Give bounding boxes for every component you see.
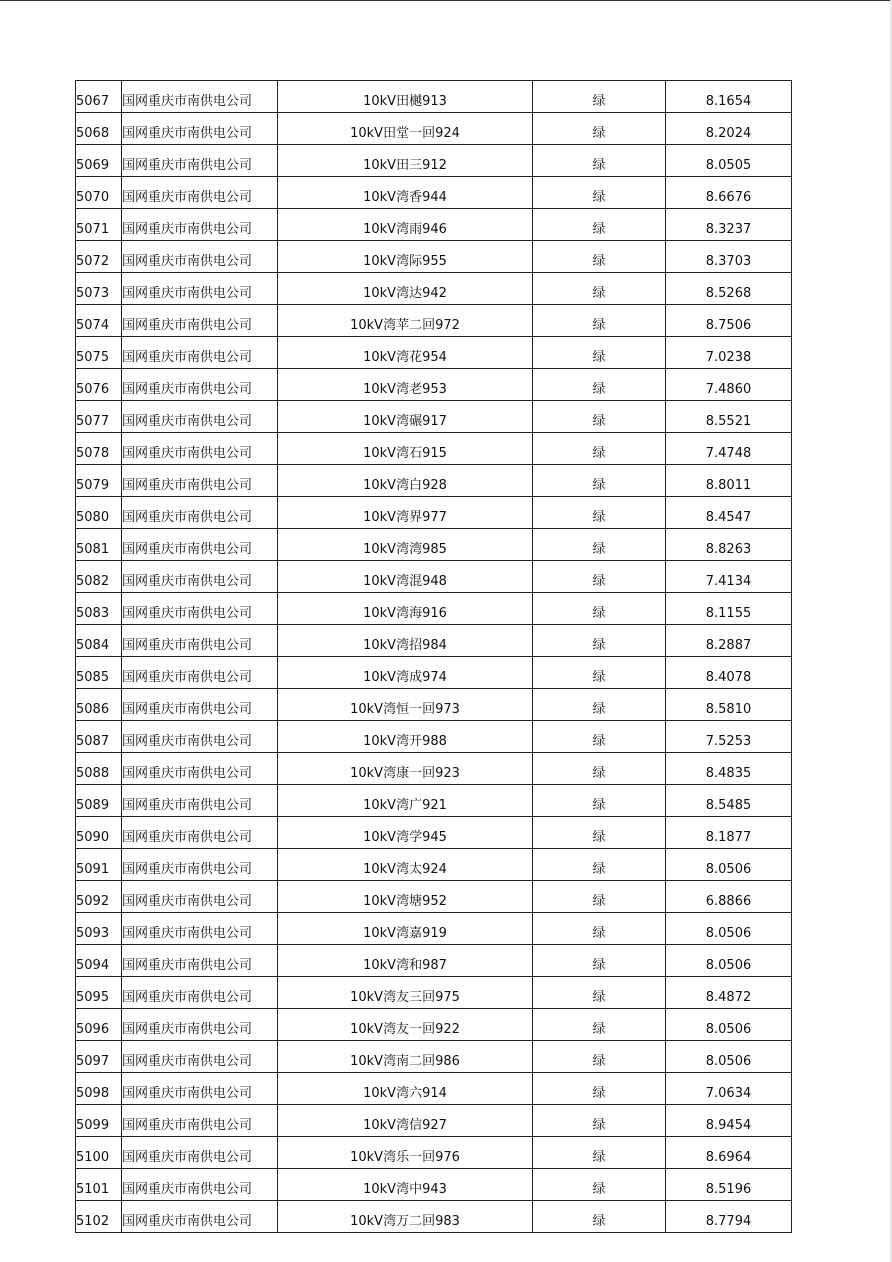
line-name-cell: 10kV湾海916 bbox=[278, 593, 533, 625]
line-name-cell: 10kV湾太924 bbox=[278, 849, 533, 881]
row-id-cell: 5091 bbox=[76, 849, 122, 881]
table-row bbox=[76, 305, 792, 337]
line-name-cell: 10kV湾雨946 bbox=[278, 209, 533, 241]
status-color-cell: 绿 bbox=[533, 849, 666, 881]
company-cell: 国网重庆市南供电公司 bbox=[122, 433, 278, 465]
company-cell: 国网重庆市南供电公司 bbox=[122, 1105, 278, 1137]
value-cell: 8.3237 bbox=[666, 209, 792, 241]
row-id-cell: 5076 bbox=[76, 369, 122, 401]
table-row bbox=[76, 369, 792, 401]
company-cell: 国网重庆市南供电公司 bbox=[122, 817, 278, 849]
table-row bbox=[76, 945, 792, 977]
status-color-cell: 绿 bbox=[533, 785, 666, 817]
company-cell: 国网重庆市南供电公司 bbox=[122, 689, 278, 721]
status-color-cell: 绿 bbox=[533, 561, 666, 593]
line-name-cell: 10kV湾南二回986 bbox=[278, 1041, 533, 1073]
value-cell: 8.3703 bbox=[666, 241, 792, 273]
table-body bbox=[76, 81, 792, 1233]
row-id-cell: 5078 bbox=[76, 433, 122, 465]
table-row bbox=[76, 593, 792, 625]
value-cell: 8.8263 bbox=[666, 529, 792, 561]
table-row bbox=[76, 337, 792, 369]
value-cell: 8.0506 bbox=[666, 849, 792, 881]
line-name-cell: 10kV湾乐一回976 bbox=[278, 1137, 533, 1169]
status-color-cell: 绿 bbox=[533, 1073, 666, 1105]
line-name-cell: 10kV湾混948 bbox=[278, 561, 533, 593]
table-row bbox=[76, 465, 792, 497]
row-id-cell: 5080 bbox=[76, 497, 122, 529]
company-cell: 国网重庆市南供电公司 bbox=[122, 913, 278, 945]
table-row bbox=[76, 561, 792, 593]
row-id-cell: 5090 bbox=[76, 817, 122, 849]
row-id-cell: 5099 bbox=[76, 1105, 122, 1137]
company-cell: 国网重庆市南供电公司 bbox=[122, 625, 278, 657]
table-row bbox=[76, 625, 792, 657]
row-id-cell: 5069 bbox=[76, 145, 122, 177]
company-cell: 国网重庆市南供电公司 bbox=[122, 305, 278, 337]
status-color-cell: 绿 bbox=[533, 113, 666, 145]
table-row bbox=[76, 1169, 792, 1201]
status-color-cell: 绿 bbox=[533, 689, 666, 721]
company-cell: 国网重庆市南供电公司 bbox=[122, 497, 278, 529]
line-name-cell: 10kV湾界977 bbox=[278, 497, 533, 529]
status-color-cell: 绿 bbox=[533, 145, 666, 177]
status-color-cell: 绿 bbox=[533, 1169, 666, 1201]
value-cell: 7.0634 bbox=[666, 1073, 792, 1105]
company-cell: 国网重庆市南供电公司 bbox=[122, 529, 278, 561]
table-row bbox=[76, 81, 792, 113]
table-row bbox=[76, 273, 792, 305]
row-id-cell: 5095 bbox=[76, 977, 122, 1009]
table-row bbox=[76, 977, 792, 1009]
line-name-cell: 10kV湾嘉919 bbox=[278, 913, 533, 945]
company-cell: 国网重庆市南供电公司 bbox=[122, 145, 278, 177]
table-row bbox=[76, 177, 792, 209]
line-name-cell: 10kV湾友三回975 bbox=[278, 977, 533, 1009]
line-name-cell: 10kV湾碾917 bbox=[278, 401, 533, 433]
table-row bbox=[76, 1041, 792, 1073]
value-cell: 8.4872 bbox=[666, 977, 792, 1009]
row-id-cell: 5077 bbox=[76, 401, 122, 433]
value-cell: 8.0506 bbox=[666, 945, 792, 977]
row-id-cell: 5093 bbox=[76, 913, 122, 945]
line-name-cell: 10kV湾苹二回972 bbox=[278, 305, 533, 337]
value-cell: 8.0506 bbox=[666, 1009, 792, 1041]
company-cell: 国网重庆市南供电公司 bbox=[122, 1009, 278, 1041]
line-name-cell: 10kV湾信927 bbox=[278, 1105, 533, 1137]
status-color-cell: 绿 bbox=[533, 913, 666, 945]
table-row bbox=[76, 1201, 792, 1233]
value-cell: 7.4748 bbox=[666, 433, 792, 465]
status-color-cell: 绿 bbox=[533, 337, 666, 369]
value-cell: 8.5196 bbox=[666, 1169, 792, 1201]
company-cell: 国网重庆市南供电公司 bbox=[122, 881, 278, 913]
value-cell: 8.1155 bbox=[666, 593, 792, 625]
status-color-cell: 绿 bbox=[533, 593, 666, 625]
company-cell: 国网重庆市南供电公司 bbox=[122, 337, 278, 369]
value-cell: 8.2887 bbox=[666, 625, 792, 657]
table-row bbox=[76, 817, 792, 849]
line-name-cell: 10kV湾花954 bbox=[278, 337, 533, 369]
row-id-cell: 5101 bbox=[76, 1169, 122, 1201]
value-cell: 8.7506 bbox=[666, 305, 792, 337]
company-cell: 国网重庆市南供电公司 bbox=[122, 113, 278, 145]
table-row bbox=[76, 497, 792, 529]
line-name-cell: 10kV湾康一回923 bbox=[278, 753, 533, 785]
row-id-cell: 5068 bbox=[76, 113, 122, 145]
status-color-cell: 绿 bbox=[533, 881, 666, 913]
line-name-cell: 10kV湾友一回922 bbox=[278, 1009, 533, 1041]
value-cell: 8.0505 bbox=[666, 145, 792, 177]
table-row bbox=[76, 529, 792, 561]
company-cell: 国网重庆市南供电公司 bbox=[122, 241, 278, 273]
value-cell: 8.5810 bbox=[666, 689, 792, 721]
table-row bbox=[76, 657, 792, 689]
value-cell: 7.5253 bbox=[666, 721, 792, 753]
status-color-cell: 绿 bbox=[533, 721, 666, 753]
line-name-cell: 10kV田三912 bbox=[278, 145, 533, 177]
line-name-cell: 10kV湾招984 bbox=[278, 625, 533, 657]
row-id-cell: 5082 bbox=[76, 561, 122, 593]
row-id-cell: 5081 bbox=[76, 529, 122, 561]
status-color-cell: 绿 bbox=[533, 465, 666, 497]
value-cell: 8.2024 bbox=[666, 113, 792, 145]
row-id-cell: 5096 bbox=[76, 1009, 122, 1041]
row-id-cell: 5100 bbox=[76, 1137, 122, 1169]
table-row bbox=[76, 401, 792, 433]
table-row bbox=[76, 241, 792, 273]
line-name-cell: 10kV湾广921 bbox=[278, 785, 533, 817]
status-color-cell: 绿 bbox=[533, 369, 666, 401]
value-cell: 8.5268 bbox=[666, 273, 792, 305]
table-row bbox=[76, 753, 792, 785]
value-cell: 8.5485 bbox=[666, 785, 792, 817]
line-name-cell: 10kV湾塘952 bbox=[278, 881, 533, 913]
row-id-cell: 5098 bbox=[76, 1073, 122, 1105]
value-cell: 7.0238 bbox=[666, 337, 792, 369]
line-name-cell: 10kV湾际955 bbox=[278, 241, 533, 273]
company-cell: 国网重庆市南供电公司 bbox=[122, 1073, 278, 1105]
value-cell: 8.0506 bbox=[666, 1041, 792, 1073]
value-cell: 8.4547 bbox=[666, 497, 792, 529]
status-color-cell: 绿 bbox=[533, 753, 666, 785]
row-id-cell: 5083 bbox=[76, 593, 122, 625]
line-name-cell: 10kV湾石915 bbox=[278, 433, 533, 465]
company-cell: 国网重庆市南供电公司 bbox=[122, 465, 278, 497]
status-color-cell: 绿 bbox=[533, 209, 666, 241]
line-name-cell: 10kV湾和987 bbox=[278, 945, 533, 977]
page-top-border bbox=[0, 0, 892, 1]
row-id-cell: 5102 bbox=[76, 1201, 122, 1233]
status-color-cell: 绿 bbox=[533, 1105, 666, 1137]
line-name-cell: 10kV湾成974 bbox=[278, 657, 533, 689]
status-color-cell: 绿 bbox=[533, 529, 666, 561]
line-name-cell: 10kV湾白928 bbox=[278, 465, 533, 497]
row-id-cell: 5089 bbox=[76, 785, 122, 817]
line-name-cell: 10kV田堂一回924 bbox=[278, 113, 533, 145]
table-row bbox=[76, 433, 792, 465]
status-color-cell: 绿 bbox=[533, 1137, 666, 1169]
row-id-cell: 5086 bbox=[76, 689, 122, 721]
line-name-cell: 10kV湾万二回983 bbox=[278, 1201, 533, 1233]
status-color-cell: 绿 bbox=[533, 305, 666, 337]
row-id-cell: 5074 bbox=[76, 305, 122, 337]
status-color-cell: 绿 bbox=[533, 817, 666, 849]
company-cell: 国网重庆市南供电公司 bbox=[122, 1041, 278, 1073]
company-cell: 国网重庆市南供电公司 bbox=[122, 1201, 278, 1233]
company-cell: 国网重庆市南供电公司 bbox=[122, 561, 278, 593]
value-cell: 8.5521 bbox=[666, 401, 792, 433]
value-cell: 8.4078 bbox=[666, 657, 792, 689]
value-cell: 8.8011 bbox=[666, 465, 792, 497]
value-cell: 8.6964 bbox=[666, 1137, 792, 1169]
table-row bbox=[76, 1105, 792, 1137]
company-cell: 国网重庆市南供电公司 bbox=[122, 401, 278, 433]
company-cell: 国网重庆市南供电公司 bbox=[122, 1137, 278, 1169]
row-id-cell: 5087 bbox=[76, 721, 122, 753]
company-cell: 国网重庆市南供电公司 bbox=[122, 209, 278, 241]
status-color-cell: 绿 bbox=[533, 273, 666, 305]
value-cell: 7.4860 bbox=[666, 369, 792, 401]
status-color-cell: 绿 bbox=[533, 401, 666, 433]
table-row bbox=[76, 1137, 792, 1169]
company-cell: 国网重庆市南供电公司 bbox=[122, 657, 278, 689]
company-cell: 国网重庆市南供电公司 bbox=[122, 1169, 278, 1201]
status-color-cell: 绿 bbox=[533, 497, 666, 529]
company-cell: 国网重庆市南供电公司 bbox=[122, 721, 278, 753]
status-color-cell: 绿 bbox=[533, 1201, 666, 1233]
line-name-cell: 10kV湾老953 bbox=[278, 369, 533, 401]
value-cell: 8.0506 bbox=[666, 913, 792, 945]
table-row bbox=[76, 785, 792, 817]
table-row bbox=[76, 1073, 792, 1105]
company-cell: 国网重庆市南供电公司 bbox=[122, 785, 278, 817]
company-cell: 国网重庆市南供电公司 bbox=[122, 369, 278, 401]
value-cell: 8.6676 bbox=[666, 177, 792, 209]
status-color-cell: 绿 bbox=[533, 945, 666, 977]
row-id-cell: 5071 bbox=[76, 209, 122, 241]
value-cell: 8.9454 bbox=[666, 1105, 792, 1137]
line-name-cell: 10kV湾香944 bbox=[278, 177, 533, 209]
status-color-cell: 绿 bbox=[533, 241, 666, 273]
value-cell: 8.1654 bbox=[666, 81, 792, 113]
company-cell: 国网重庆市南供电公司 bbox=[122, 81, 278, 113]
row-id-cell: 5097 bbox=[76, 1041, 122, 1073]
value-cell: 8.4835 bbox=[666, 753, 792, 785]
table-row bbox=[76, 721, 792, 753]
row-id-cell: 5075 bbox=[76, 337, 122, 369]
line-name-cell: 10kV湾开988 bbox=[278, 721, 533, 753]
line-name-cell: 10kV湾恒一回973 bbox=[278, 689, 533, 721]
line-name-cell: 10kV湾学945 bbox=[278, 817, 533, 849]
line-name-cell: 10kV湾湾985 bbox=[278, 529, 533, 561]
table-row bbox=[76, 913, 792, 945]
company-cell: 国网重庆市南供电公司 bbox=[122, 849, 278, 881]
table-row bbox=[76, 1009, 792, 1041]
company-cell: 国网重庆市南供电公司 bbox=[122, 945, 278, 977]
data-table bbox=[75, 80, 792, 1233]
status-color-cell: 绿 bbox=[533, 177, 666, 209]
line-name-cell: 10kV湾达942 bbox=[278, 273, 533, 305]
company-cell: 国网重庆市南供电公司 bbox=[122, 177, 278, 209]
company-cell: 国网重庆市南供电公司 bbox=[122, 273, 278, 305]
table-row bbox=[76, 113, 792, 145]
row-id-cell: 5079 bbox=[76, 465, 122, 497]
row-id-cell: 5094 bbox=[76, 945, 122, 977]
line-name-cell: 10kV湾中943 bbox=[278, 1169, 533, 1201]
value-cell: 7.4134 bbox=[666, 561, 792, 593]
row-id-cell: 5088 bbox=[76, 753, 122, 785]
value-cell: 8.7794 bbox=[666, 1201, 792, 1233]
row-id-cell: 5067 bbox=[76, 81, 122, 113]
status-color-cell: 绿 bbox=[533, 81, 666, 113]
company-cell: 国网重庆市南供电公司 bbox=[122, 593, 278, 625]
company-cell: 国网重庆市南供电公司 bbox=[122, 977, 278, 1009]
table-row bbox=[76, 209, 792, 241]
table-row bbox=[76, 849, 792, 881]
row-id-cell: 5085 bbox=[76, 657, 122, 689]
status-color-cell: 绿 bbox=[533, 657, 666, 689]
table-row bbox=[76, 689, 792, 721]
status-color-cell: 绿 bbox=[533, 433, 666, 465]
line-name-cell: 10kV田樾913 bbox=[278, 81, 533, 113]
row-id-cell: 5084 bbox=[76, 625, 122, 657]
row-id-cell: 5092 bbox=[76, 881, 122, 913]
company-cell: 国网重庆市南供电公司 bbox=[122, 753, 278, 785]
value-cell: 6.8866 bbox=[666, 881, 792, 913]
value-cell: 8.1877 bbox=[666, 817, 792, 849]
status-color-cell: 绿 bbox=[533, 1041, 666, 1073]
row-id-cell: 5070 bbox=[76, 177, 122, 209]
status-color-cell: 绿 bbox=[533, 625, 666, 657]
table-row bbox=[76, 881, 792, 913]
row-id-cell: 5073 bbox=[76, 273, 122, 305]
line-name-cell: 10kV湾六914 bbox=[278, 1073, 533, 1105]
row-id-cell: 5072 bbox=[76, 241, 122, 273]
status-color-cell: 绿 bbox=[533, 1009, 666, 1041]
status-color-cell: 绿 bbox=[533, 977, 666, 1009]
table-row bbox=[76, 145, 792, 177]
